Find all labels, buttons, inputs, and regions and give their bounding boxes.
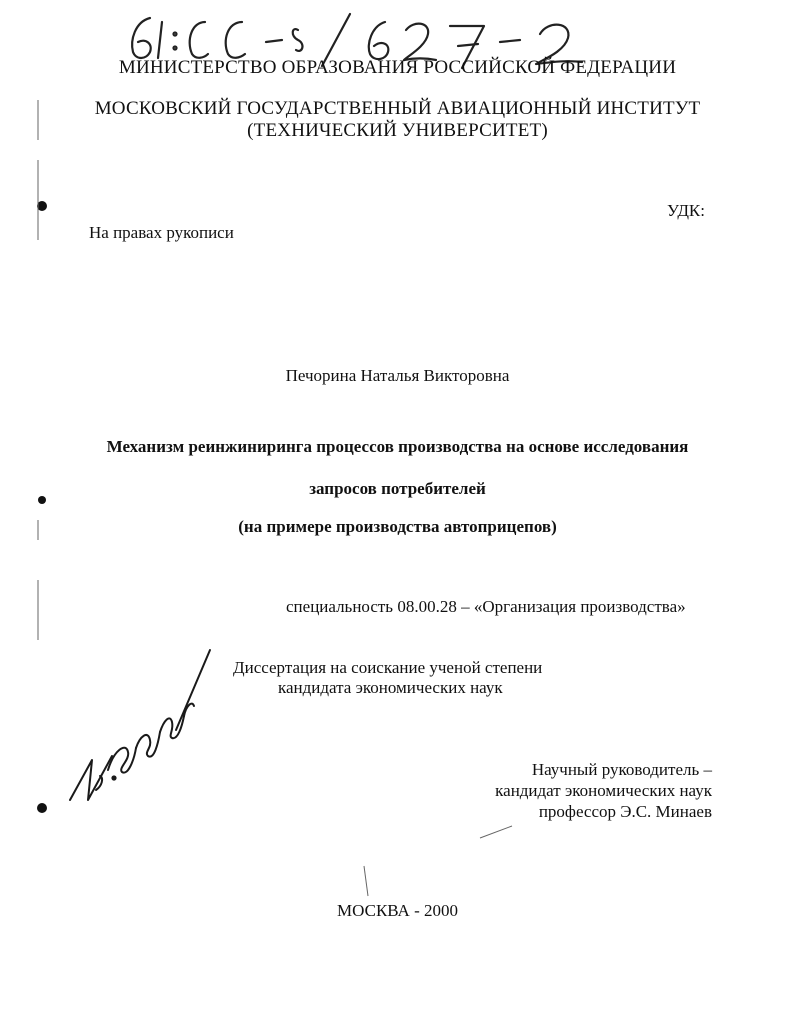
author-name: Печорина Наталья Викторовна	[285, 366, 510, 385]
degree-line2: кандидата экономических наук	[278, 678, 503, 697]
specialty: специальность 08.00.28 – «Организация производства»	[286, 597, 686, 616]
city-year: МОСКВА - 2000	[337, 901, 458, 920]
manuscript-rights: На правах рукописи	[89, 223, 234, 242]
degree-line1: Диссертация на соискание ученой степени	[233, 658, 543, 677]
dissertation-title-line1: Механизм реинжиниринга процессов производства на основе исследования	[106, 437, 689, 456]
ministry-name: МИНИСТЕРСТВО ОБРАЗОВАНИЯ РОССИЙСКОЙ ФЕДЕРАЦИИ	[118, 57, 677, 78]
dissertation-title-line2: запросов потребителей	[309, 479, 486, 498]
institute-name: МОСКОВСКИЙ ГОСУДАРСТВЕННЫЙ АВИАЦИОННЫЙ ИНСТИТУТ	[94, 98, 701, 119]
udk-label: УДК:	[667, 201, 705, 220]
dissertation-title-line3: (на примере производства автоприцепов)	[238, 517, 557, 536]
supervisor-line1: Научный руководитель –	[531, 760, 712, 779]
institute-subtitle: (ТЕХНИЧЕСКИЙ УНИВЕРСИТЕТ)	[247, 120, 548, 141]
supervisor-line2: кандидат экономических наук	[495, 781, 712, 800]
supervisor-line3: профессор Э.С. Минаев	[538, 802, 712, 821]
